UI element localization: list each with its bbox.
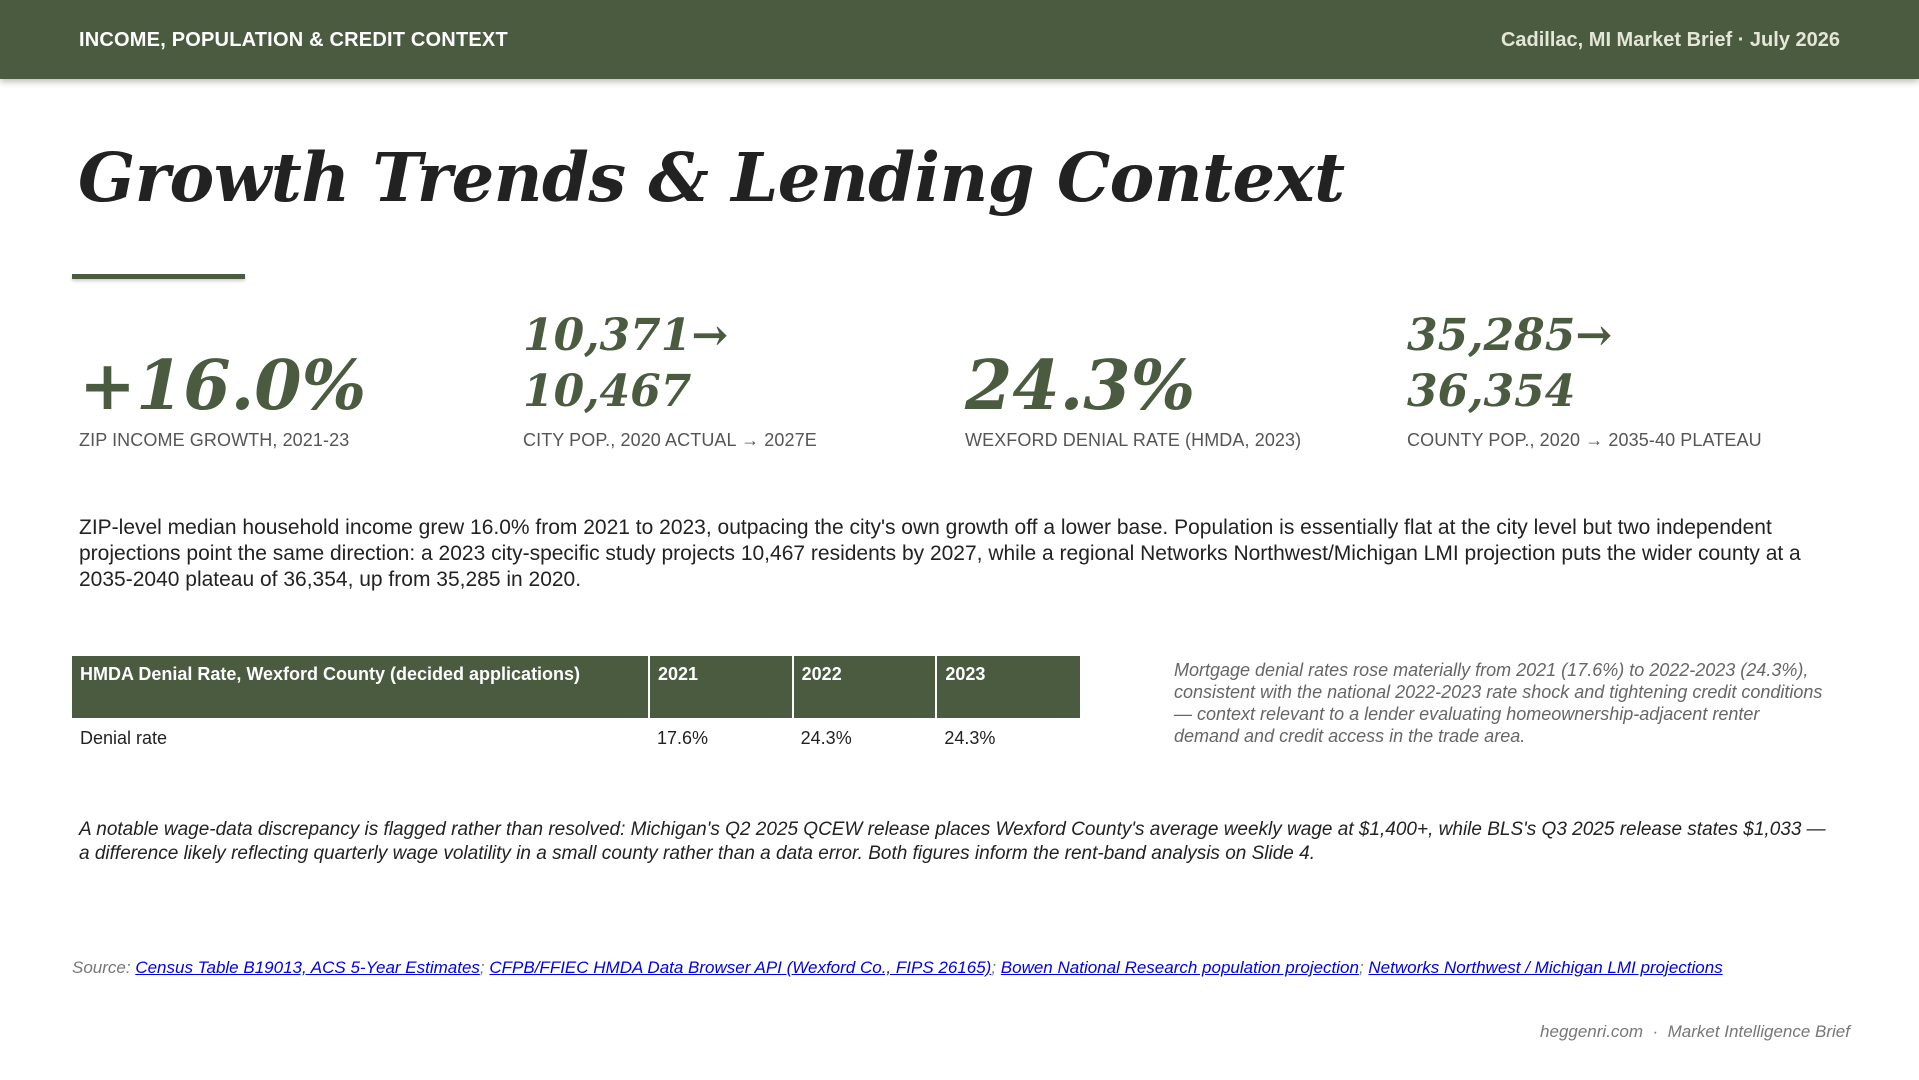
footer-label: Market Intelligence Brief	[1667, 1022, 1850, 1041]
source-citation	[72, 958, 1842, 977]
table-header-row	[72, 656, 1080, 718]
section-title: INCOME, POPULATION & CREDIT CONTEXT	[79, 29, 508, 51]
stat-label: COUNTY POP., 2020 → 2035-40 PLATEAU	[1407, 430, 1762, 450]
stat-value: +16.0%	[79, 346, 367, 426]
stat-value	[523, 308, 728, 420]
hmda-table	[72, 656, 1080, 759]
header-bar	[0, 0, 1919, 79]
source-link-networks-northwest[interactable]: Networks Northwest / Michigan LMI projections	[1368, 958, 1723, 977]
stat-value-line1: 35,285→	[1407, 310, 1613, 361]
stat-label: ZIP INCOME GROWTH, 2021-23	[79, 430, 350, 450]
source-separator: ;	[991, 958, 1001, 977]
brief-title: Cadillac, MI Market Brief · July 2026	[1500, 29, 1840, 51]
source-link-bowen[interactable]: Bowen National Research population projection	[1000, 958, 1359, 977]
table-row	[72, 718, 1080, 759]
summary-paragraph: ZIP-level median household income grew 16.0% from 2021 to 2023, outpacing the city's own growth off a lower base. Population is essentially flat at the city level but two independent projections point the same direction: a 2023 city-specific study projects 10,467 residents by 2027, while a regional Networks Northwest/Michigan LMI projection puts the wider county at a 2035-2040 plateau of 36,354, up from 35,285 in 2020.	[79, 516, 1801, 591]
stat-value-line2: 10,467	[523, 366, 692, 417]
stat-value-line1: 10,371→	[523, 310, 729, 361]
table-header-cell: HMDA Denial Rate, Wexford County (decided applications)	[72, 656, 649, 718]
source-separator: ;	[479, 958, 490, 977]
table-note: Mortgage denial rates rose materially from 2021 (17.6%) to 2022-2023 (24.3%), consistent with the national 2022-2023 rate shock and tightening credit conditions — context relevant to a lender evaluating homeownership-adjacent renter demand and credit access in the trade area.	[1174, 660, 1823, 746]
table-cell: 17.6%	[657, 728, 709, 748]
table-header-cell: 2021	[649, 656, 793, 718]
stat-county-pop	[1407, 312, 1807, 452]
table-header-cell: 2023	[936, 656, 1080, 718]
source-separator: ;	[1358, 958, 1369, 977]
page-title: Growth Trends & Lending Context	[78, 138, 1345, 217]
table-cell: 24.3%	[944, 728, 996, 748]
stat-denial-rate	[965, 312, 1365, 452]
source-link-hmda[interactable]: CFPB/FFIEC HMDA Data Browser API (Wexford Co., FIPS 26165)	[489, 958, 992, 977]
footer	[1540, 1022, 1850, 1042]
stat-value: 24.3%	[965, 346, 1196, 426]
title-underline	[72, 274, 245, 279]
stat-city-pop	[523, 312, 923, 452]
footer-dot: ·	[1652, 1022, 1659, 1041]
footer-site: heggenri.com	[1540, 1022, 1644, 1041]
stat-label: CITY POP., 2020 ACTUAL → 2027E	[523, 430, 817, 450]
table-cell: 24.3%	[800, 728, 852, 748]
table-cell: Denial rate	[80, 728, 168, 748]
source-label: Source:	[72, 958, 136, 977]
stat-zip-income	[79, 312, 479, 452]
stat-value	[1407, 308, 1612, 420]
wage-discrepancy-note: A notable wage-data discrepancy is flagged rather than resolved: Michigan's Q2 2025 QCEW release places Wexford County's average weekly wage at $1,400+, while BLS's Q3 2025 release states $1,033 — a difference likely reflecting quarterly wage volatility in a small county rather than a data error. Both figures inform the rent-band analysis on Slide 4.	[79, 819, 1826, 864]
stat-value-line2: 36,354	[1407, 366, 1576, 417]
source-link-census[interactable]: Census Table B19013, ACS 5-Year Estimates	[135, 958, 480, 977]
table-header-cell: 2022	[793, 656, 937, 718]
stat-label: WEXFORD DENIAL RATE (HMDA, 2023)	[965, 430, 1302, 450]
